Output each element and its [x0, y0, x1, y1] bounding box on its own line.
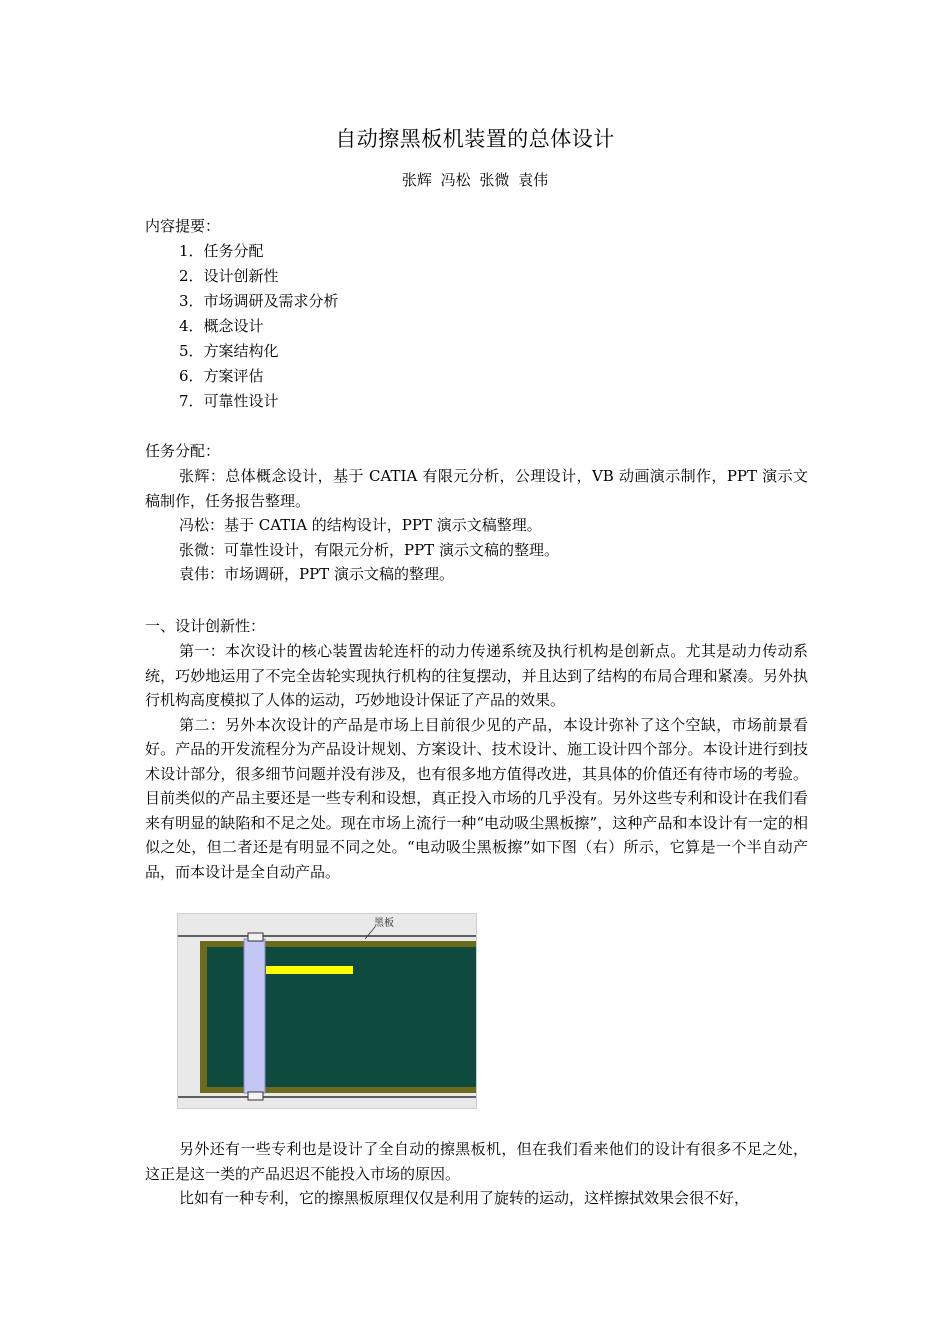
summary-item: 3．市场调研及需求分析 [179, 292, 339, 310]
summary-item: 6．方案评估 [179, 367, 264, 385]
summary-item: 1．任务分配 [179, 242, 264, 260]
summary-item: 7．可靠性设计 [179, 392, 279, 410]
summary-item: 2．设计创新性 [179, 267, 279, 285]
summary-item: 5．方案结构化 [179, 342, 279, 360]
task-paragraph: 张微：可靠性设计，有限元分析，PPT 演示文稿的整理。 [179, 540, 559, 559]
innovation-paragraph: 第一：本次设计的核心装置齿轮连杆的动力传递系统及执行机构是创新点。尤其是动力传动系统，巧妙地运用了不完全齿轮实现执行机构的往复摆动，并且达到了结构的布局合理和紧凑。另外执行机构高度模拟了人体的运动，巧妙地设计保证了产品的效果。 [145, 642, 808, 709]
summary-item: 4．概念设计 [179, 317, 264, 335]
innovation-section [145, 614, 808, 884]
document-title: 自动擦黑板机装置的总体设计 [335, 127, 615, 151]
eraser-bar [266, 966, 353, 974]
task-paragraph: 袁伟：市场调研，PPT 演示文稿的整理。 [179, 565, 454, 583]
innovation-paragraph: 第二：另外本次设计的产品是市场上目前很少见的产品，本设计弥补了这个空缺，市场前景看好。产品的开发流程分为产品设计规划、方案设计、技术设计、施工设计四个部分。本设计进行到技术设计部分，很多细节问题并没有涉及，也有很多地方值得改进，其具体的价值还有待市场的考验。目前类似的产品主要还是一些专利和设想，真正投入市场的几乎没有。另外这些专利和设计在我们看来有明显的缺陷和不足之处。现在市场上流行一种“电动吸尘黑板擦”，这种产品和本设计有一定的相似之处，但二者还是有明显不同之处。“电动吸尘黑板擦”如下图（右）所示，它算是一个半自动产品，而本设计是全自动产品。 [145, 715, 808, 881]
task-paragraph: 张辉：总体概念设计，基于 CATIA 有限元分析，公理设计，VB 动画演示制作，PPT 演示文稿制作，任务报告整理。 [145, 467, 808, 510]
after-paragraph: 另外还有一些专利也是设计了全自动的擦黑板机，但在我们看来他们的设计有很多不足之处，这正是这一类的产品迟迟不能投入市场的原因。 [145, 1140, 808, 1183]
summary-section [145, 214, 808, 414]
tasks-section [145, 439, 808, 587]
tasks-heading: 任务分配： [145, 442, 221, 460]
summary-heading: 内容提要： [145, 217, 221, 235]
blackboard-illustration [178, 914, 476, 1108]
blackboard-label: 黑板 [374, 918, 394, 929]
slider-top-cap [248, 933, 263, 941]
task-paragraph: 冯松：基于 CATIA 的结构设计，PPT 演示文稿整理。 [179, 516, 542, 534]
after-figure-section [145, 1137, 808, 1211]
document-authors: 张辉 冯松 张微 袁伟 [401, 171, 549, 189]
after-paragraph: 比如有一种专利，它的擦黑板原理仅仅是利用了旋转的运动，这样擦拭效果会很不好， [179, 1189, 750, 1207]
blackboard-figure [177, 913, 477, 1109]
eraser-slider-bar [244, 939, 265, 1093]
slider-bottom-cap [248, 1092, 263, 1100]
innovation-heading: 一、设计创新性： [145, 617, 266, 635]
